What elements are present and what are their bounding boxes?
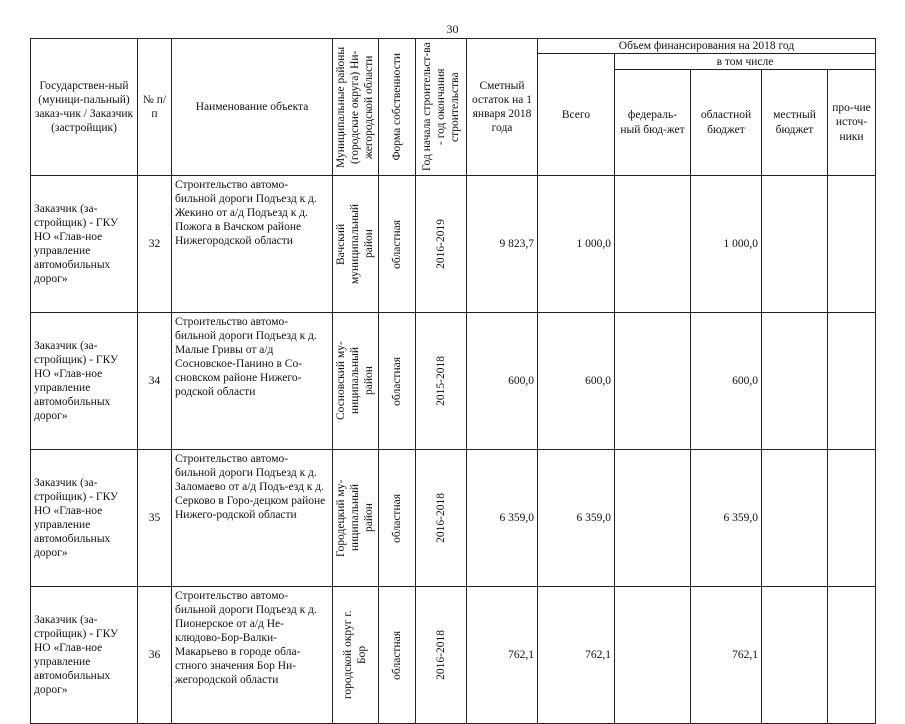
cell-years-text: 2016-2019 (434, 219, 447, 269)
header-district (333, 39, 379, 176)
cell-ownership (379, 587, 416, 724)
table-body (31, 176, 876, 724)
cell-ownership-text: областная (390, 630, 403, 680)
cell-ownership-text: областная (390, 356, 403, 406)
cell-ownership-text: областная (390, 493, 403, 543)
cell-object-name: Строительство автомо-бильной дороги Подъезд к д. Заломаево от а/д Подъ-езд к д. Серково в Горо-децком районе Нижего-родской области (172, 450, 333, 587)
financing-table (30, 38, 876, 724)
cell-years-text: 2015-2018 (434, 356, 447, 406)
cell-other (828, 587, 876, 724)
cell-regional: 600,0 (691, 313, 762, 450)
cell-object-name: Строительство автомо-бильной дороги Подъезд к д. Жекино от а/д Подъезд к д. Пожога в Вачском районе Нижегородской области (172, 176, 333, 313)
header-years (416, 39, 467, 176)
header-local: местный бюджет (762, 70, 828, 176)
cell-estimate: 6 359,0 (467, 450, 538, 587)
cell-district-text: Сосновский му-ниципальный район (335, 341, 376, 421)
cell-estimate: 9 823,7 (467, 176, 538, 313)
cell-years (416, 450, 467, 587)
cell-ownership (379, 450, 416, 587)
cell-object-name: Строительство автомо-бильной дороги Подъезд к д. Малые Гривы от а/д Сосновское-Панино в Со-сновском районе Нижего-родской области (172, 313, 333, 450)
cell-customer: Заказчик (за-стройщик) - ГКУ НО «Глав-ное управление автомобильных дорог» (31, 587, 138, 724)
header-regional: областной бюджет (691, 70, 762, 176)
cell-district-text: Вачский муниципальный район (335, 203, 376, 285)
cell-customer: Заказчик (за-стройщик) - ГКУ НО «Глав-ное управление автомобильных дорог» (31, 176, 138, 313)
header-total: Всего (538, 54, 615, 176)
cell-ownership (379, 313, 416, 450)
cell-years-text: 2016-2018 (434, 630, 447, 680)
cell-total: 600,0 (538, 313, 615, 450)
table-header (31, 39, 876, 176)
header-other: про-чие источ-ники (828, 70, 876, 176)
header-including: в том числе (615, 54, 876, 70)
cell-federal (615, 313, 691, 450)
cell-total: 762,1 (538, 587, 615, 724)
table-row (31, 450, 876, 587)
page-number: 30 (446, 22, 459, 36)
header-estimate: Сметный остаток на 1 января 2018 года (467, 39, 538, 176)
cell-district (333, 450, 379, 587)
cell-number: 36 (138, 587, 172, 724)
cell-other (828, 450, 876, 587)
cell-district (333, 176, 379, 313)
cell-total: 6 359,0 (538, 450, 615, 587)
header-customer: Государствен-ный (муници-пальный) заказ-чик / Заказчик (застройщик) (31, 39, 138, 176)
cell-district-text: городской округ г. Бор (342, 610, 369, 700)
cell-years-text: 2016-2018 (434, 493, 447, 543)
cell-number: 35 (138, 450, 172, 587)
table-row (31, 313, 876, 450)
cell-federal (615, 450, 691, 587)
header-number: № п/п (138, 39, 172, 176)
cell-ownership (379, 176, 416, 313)
cell-district-text: Городецкий му-ниципальный район (335, 479, 376, 557)
cell-customer: Заказчик (за-стройщик) - ГКУ НО «Глав-ное управление автомобильных дорог» (31, 450, 138, 587)
cell-customer: Заказчик (за-стройщик) - ГКУ НО «Глав-ное управление автомобильных дорог» (31, 313, 138, 450)
header-district-text: Муниципальные районы (городские округа) Ни-жегородской области (335, 46, 376, 168)
cell-years (416, 587, 467, 724)
header-years-text: Год начала строительст-ва - год окончания строительства (420, 42, 461, 172)
cell-federal (615, 587, 691, 724)
cell-local (762, 587, 828, 724)
header-object-name: Наименование объекта (172, 39, 333, 176)
header-ownership (379, 39, 416, 176)
cell-regional: 1 000,0 (691, 176, 762, 313)
header-federal: федераль-ный бюд-жет (615, 70, 691, 176)
cell-local (762, 313, 828, 450)
table-row (31, 176, 876, 313)
cell-local (762, 450, 828, 587)
cell-district (333, 313, 379, 450)
cell-district (333, 587, 379, 724)
cell-object-name: Строительство автомо-бильной дороги Подъезд к д. Пионерское от а/д Не-клюдово-Бор-Валки-Макарьево в городе обла-стного значения Бор Ни-жегородской области (172, 587, 333, 724)
cell-other (828, 313, 876, 450)
cell-number: 32 (138, 176, 172, 313)
cell-regional: 762,1 (691, 587, 762, 724)
cell-years (416, 313, 467, 450)
cell-local (762, 176, 828, 313)
cell-estimate: 600,0 (467, 313, 538, 450)
cell-other (828, 176, 876, 313)
cell-regional: 6 359,0 (691, 450, 762, 587)
cell-number: 34 (138, 313, 172, 450)
cell-years (416, 176, 467, 313)
header-financing: Объем финансирования на 2018 год (538, 39, 876, 54)
header-ownership-text: Форма собственности (390, 53, 403, 161)
cell-ownership-text: областная (390, 219, 403, 269)
table-row (31, 587, 876, 724)
cell-total: 1 000,0 (538, 176, 615, 313)
cell-estimate: 762,1 (467, 587, 538, 724)
cell-federal (615, 176, 691, 313)
